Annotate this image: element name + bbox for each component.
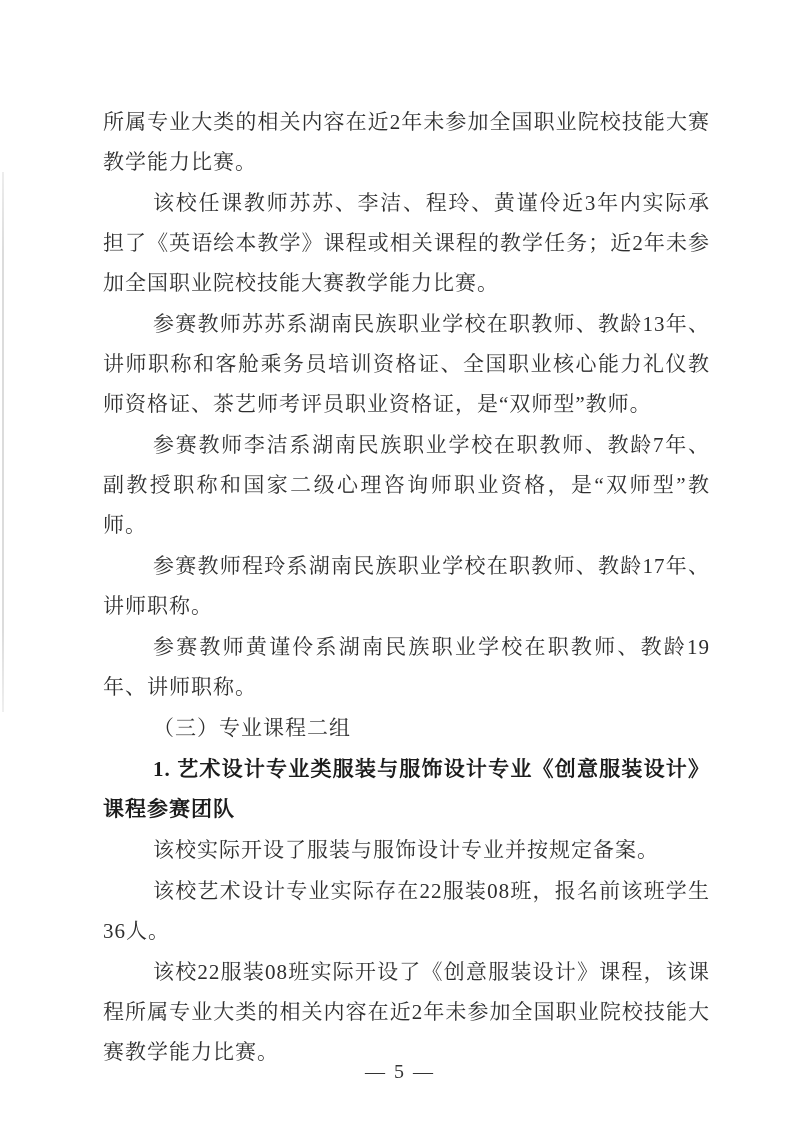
paragraph-continuation: 所属专业大类的相关内容在近2年未参加全国职业院校技能大赛教学能力比赛。 <box>103 110 710 174</box>
paragraph-course-teachers: 该校任课教师苏苏、李洁、程玲、黄谨伶近3年内实际承担了《英语绘本教学》课程或相关课程的教学任务；近2年未参加全国职业院校技能大赛教学能力比赛。 <box>103 191 710 295</box>
paragraph-teacher-huangjinling: 参赛教师黄谨伶系湖南民族职业学校在职教师、教龄19年、讲师职称。 <box>103 635 710 699</box>
paragraph-teacher-susu: 参赛教师苏苏系湖南民族职业学校在职教师、教龄13年、讲师职称和客舱乘务员培训资格证、全国职业核心能力礼仪教师资格证、茶艺师考评员职业资格证，是“双师型”教师。 <box>103 312 710 416</box>
scan-edge-artifact <box>2 172 4 712</box>
paragraph-major-registered: 该校实际开设了服装与服饰设计专业并按规定备案。 <box>153 838 659 862</box>
paragraph-teacher-lijie: 参赛教师李洁系湖南民族职业学校在职教师、教龄7年、副教授职称和国家二级心理咨询师职业资格，是“双师型”教师。 <box>103 433 710 537</box>
course-team-heading: 1. 艺术设计专业类服装与服饰设计专业《创意服装设计》课程参赛团队 <box>103 757 710 821</box>
document-body <box>103 102 710 1073</box>
paragraph-class-students: 该校艺术设计专业实际存在22服装08班，报名前该班学生36人。 <box>103 879 710 943</box>
paragraph-teacher-chengling: 参赛教师程玲系湖南民族职业学校在职教师、教龄17年、讲师职称。 <box>103 554 710 618</box>
section-heading-group-two: （三）专业课程二组 <box>153 716 351 740</box>
page-number: — 5 — <box>365 1061 435 1083</box>
paragraph-course-offered: 该校22服装08班实际开设了《创意服装设计》课程，该课程所属专业大类的相关内容在近2年未参加全国职业院校技能大赛教学能力比赛。 <box>103 960 710 1064</box>
